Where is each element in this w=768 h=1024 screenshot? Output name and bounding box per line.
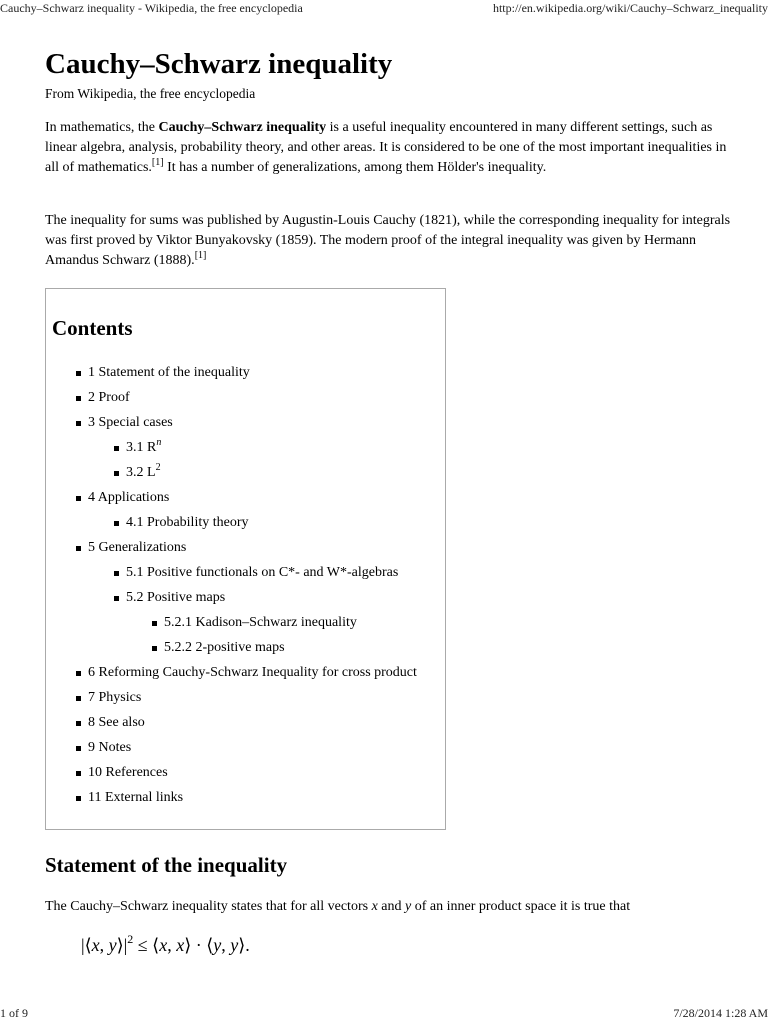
intro-text: is a useful inequality encountered in many different settings, such as linear algebra, analysis, probability theory, and other areas. It is considered to be one of the most important inequalities in all of mathematics. [45, 120, 727, 175]
inequality-formula [81, 931, 250, 959]
toc-list [46, 360, 446, 810]
toc-subitem-sup: n [156, 437, 162, 448]
toc-subsubitem[interactable]: 5.2.1 Kadison–Schwarz inequality [46, 610, 446, 635]
toc-heading: Contents [52, 316, 133, 340]
toc-item[interactable]: 3 Special cases [46, 410, 446, 435]
section-text: The Cauchy–Schwarz inequality states that for all vectors [45, 899, 372, 914]
formula-var: x [91, 935, 100, 955]
toc-item[interactable]: 6 Reforming Cauchy-Schwarz Inequality for cross product [46, 660, 446, 685]
toc-item[interactable]: 8 See also [46, 710, 446, 735]
section-heading: Statement of the inequality [45, 853, 288, 877]
var-y: y [405, 899, 412, 914]
formula-var: x [159, 935, 168, 955]
toc-subitem[interactable]: 4.1 Probability theory [46, 510, 446, 535]
toc-subsubitem[interactable]: 5.2.2 2-positive maps [46, 635, 446, 660]
formula-part: |⟨ [81, 935, 92, 955]
toc-item[interactable]: 5 Generalizations [46, 535, 446, 560]
formula-part: , [167, 935, 177, 955]
print-footer-page: 1 of 9 [0, 1006, 28, 1020]
print-footer-datetime: 7/28/2014 1:28 AM [673, 1006, 768, 1020]
page-subtitle: From Wikipedia, the free encyclopedia [45, 86, 256, 101]
toc-item[interactable]: 7 Physics [46, 685, 446, 710]
formula-var: y [230, 935, 239, 955]
formula-var: y [108, 935, 117, 955]
toc-subitem-label: 3.1 R [126, 440, 157, 455]
toc-item[interactable]: 9 Notes [46, 735, 446, 760]
formula-var: y [213, 935, 222, 955]
table-of-contents [45, 288, 446, 830]
toc-item[interactable]: 4 Applications [46, 485, 446, 510]
formula-part: ≤ ⟨ [133, 935, 160, 955]
page-title: Cauchy–Schwarz inequality [45, 48, 393, 80]
section-text: and [377, 899, 405, 914]
toc-item[interactable]: 2 Proof [46, 385, 446, 410]
intro-paragraph-1 [45, 118, 735, 178]
formula-part: ⟩| [116, 935, 128, 955]
section-text: of an inner product space it is true that [411, 899, 631, 914]
toc-subitem[interactable]: 5.2 Positive maps [46, 585, 446, 610]
formula-part: , [99, 935, 109, 955]
intro-paragraph-2 [45, 211, 735, 271]
intro-text: It has a number of generalizations, among them Hölder's inequality. [163, 160, 547, 175]
intro-bold-term: Cauchy–Schwarz inequality [158, 120, 327, 135]
toc-item[interactable]: 10 References [46, 760, 446, 785]
reference-link[interactable]: [1] [151, 157, 164, 168]
section-paragraph [45, 897, 735, 917]
toc-item[interactable]: 1 Statement of the inequality [46, 360, 446, 385]
formula-part: ⟩. [238, 935, 250, 955]
toc-subitem[interactable] [46, 435, 446, 460]
formula-exponent: 2 [127, 932, 134, 946]
formula-var: x [176, 935, 185, 955]
formula-part: ⟩ · ⟨ [184, 935, 214, 955]
toc-subitem[interactable] [46, 460, 446, 485]
toc-subitem-sup: 2 [155, 462, 161, 473]
print-header-url: http://en.wikipedia.org/wiki/Cauchy–Schwarz_inequality [492, 1, 768, 15]
var-x: x [371, 899, 378, 914]
print-header-title: Cauchy–Schwarz inequality - Wikipedia, the free encyclopedia [0, 1, 303, 15]
toc-subitem[interactable]: 5.1 Positive functionals on C*- and W*-algebras [46, 560, 446, 585]
toc-subitem-label: 3.2 L [126, 465, 156, 480]
intro-text: In mathematics, the [45, 120, 159, 135]
formula-part: , [221, 935, 231, 955]
intro-text: The inequality for sums was published by Augustin-Louis Cauchy (1821), while the corresponding inequality for integrals was first proved by Viktor Bunyakovsky (1859). The modern proof of the integral inequality was given by Hermann Amandus Schwarz (1888). [45, 213, 731, 268]
reference-link[interactable]: [1] [194, 250, 207, 261]
toc-item[interactable]: 11 External links [46, 785, 446, 810]
